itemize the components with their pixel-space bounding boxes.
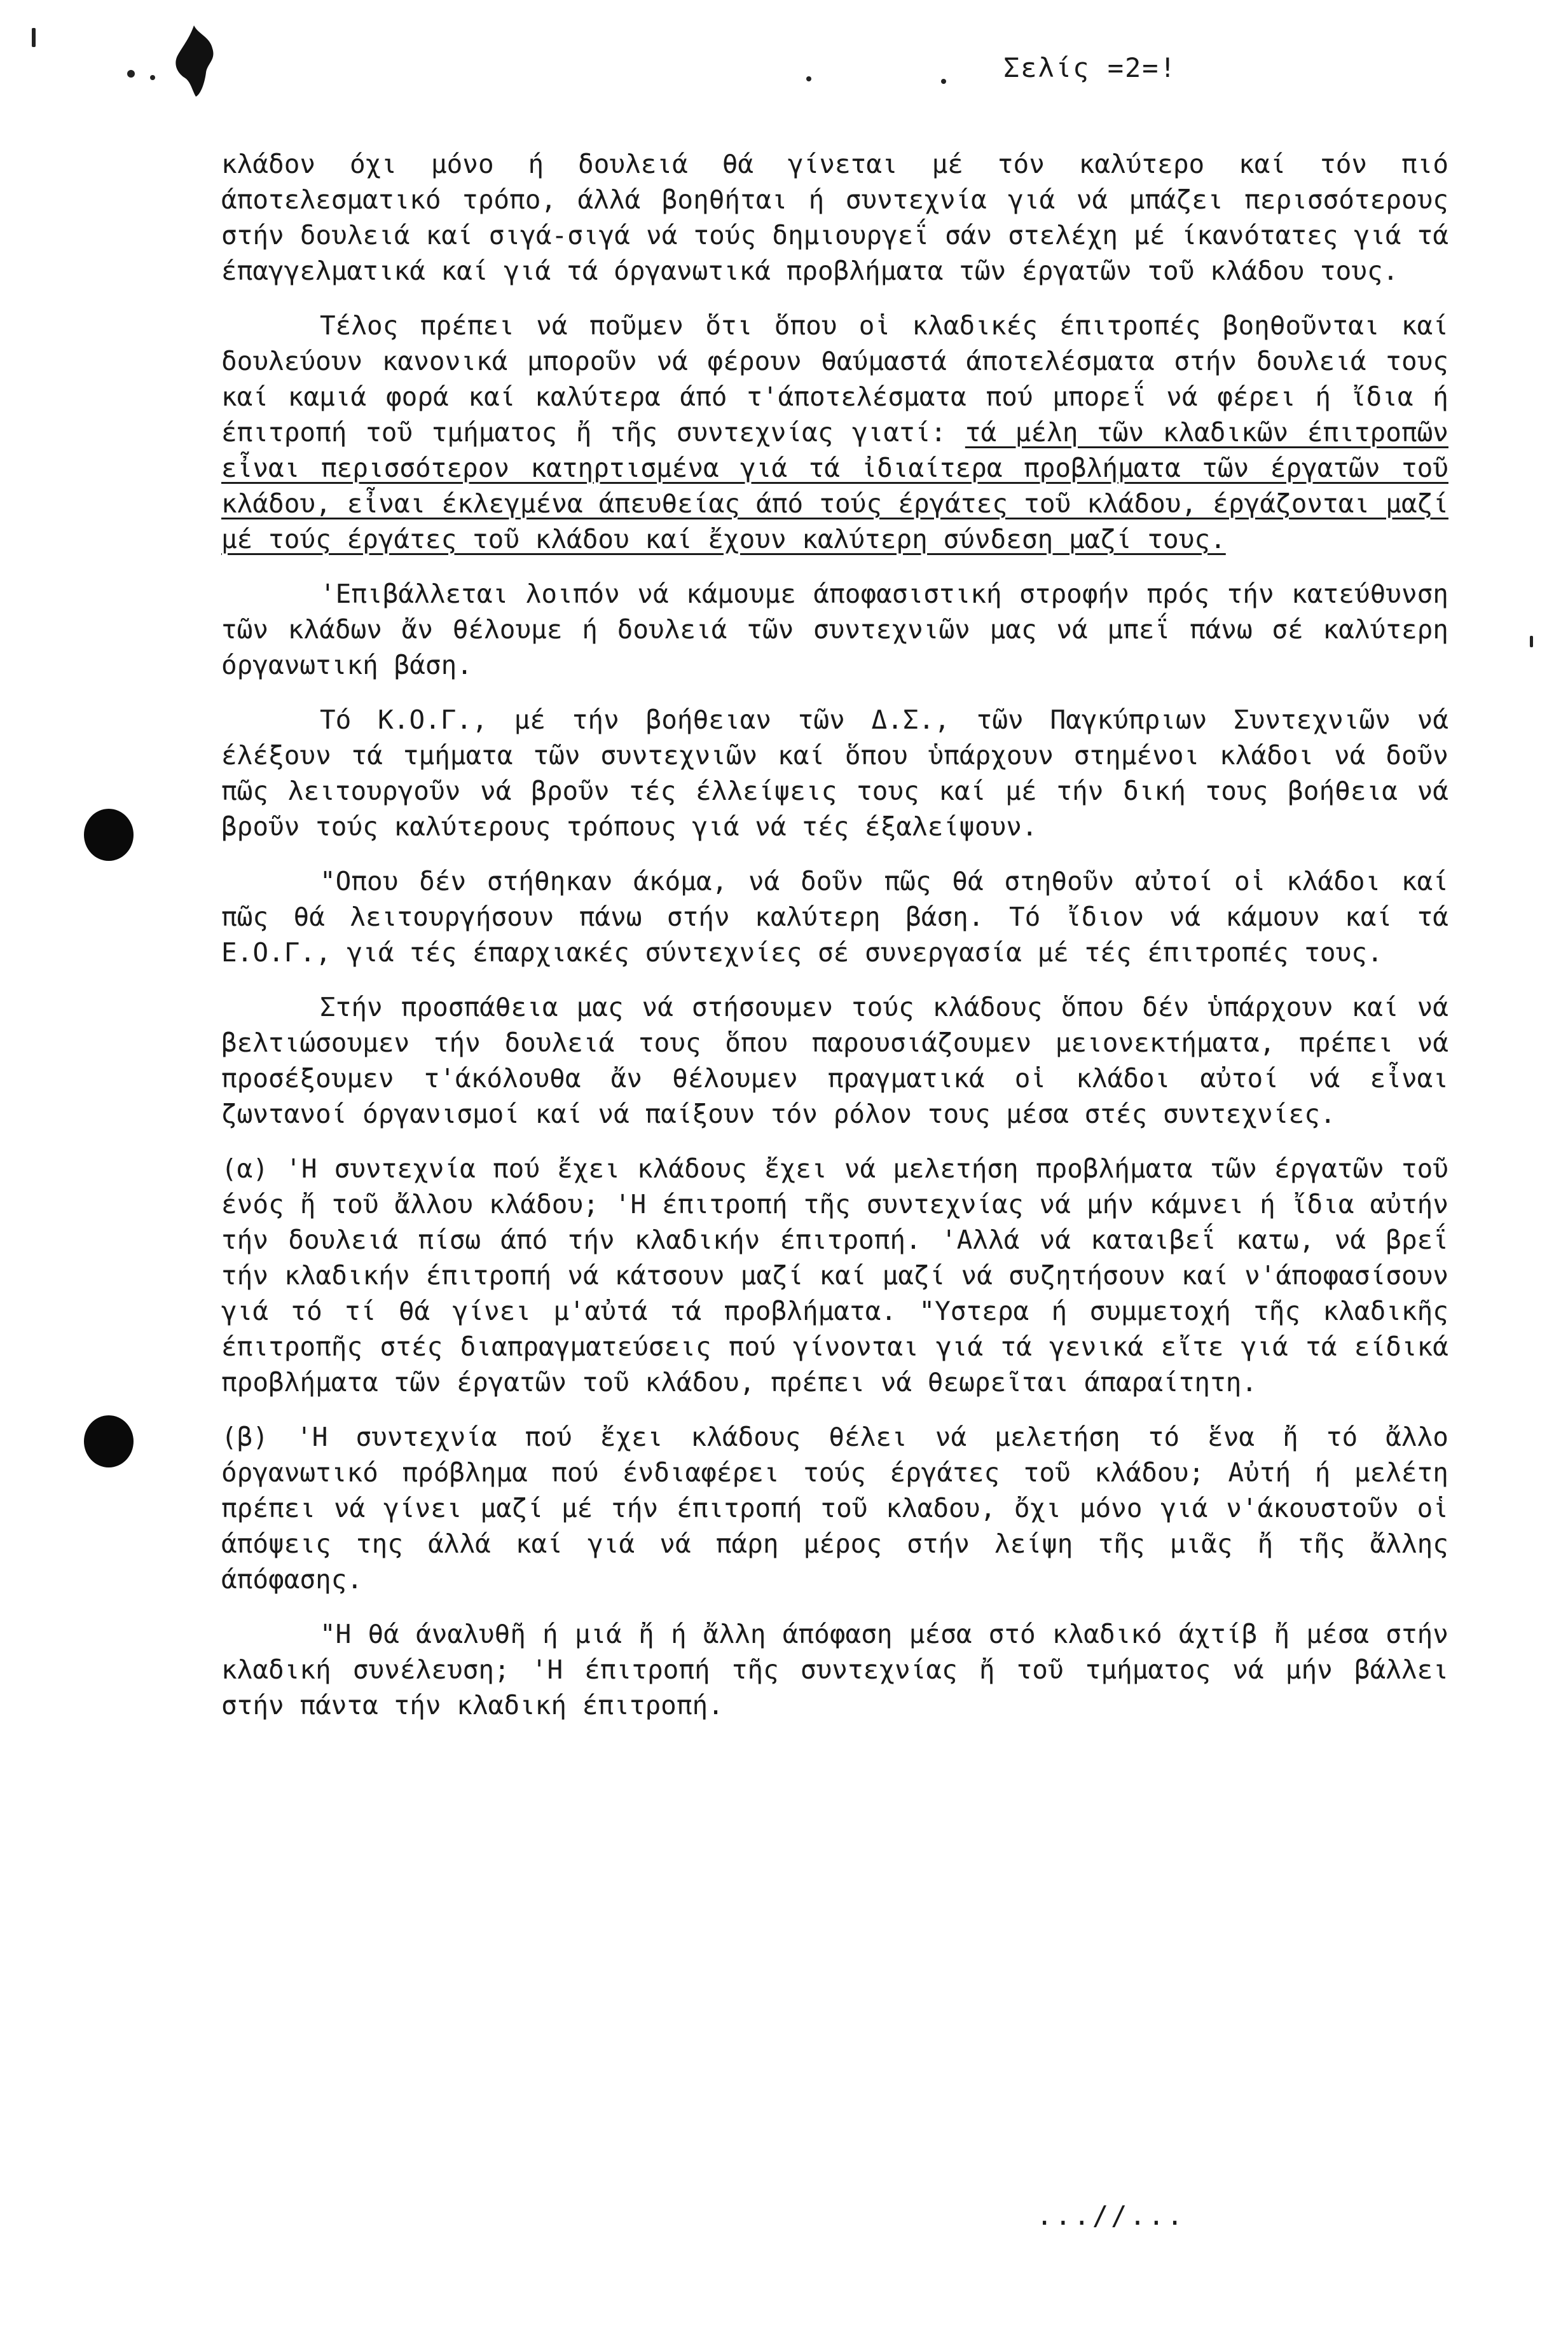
underlined-passage: τά μέλη τῶν κλαδικῶν έπιτροπῶν εἶναι περισσότερον κατηρτισμένα γιά τά ἰδιαίτερα προβλήματα τῶν έργατῶν τοῦ κλάδου, εἶναι έκλεγμένα άπευθείας άπό τούς έργάτες τοῦ κλάδου, έργάζονται μαζί μέ τούς έργάτες τοῦ κλάδου καί ἔχουν καλύτερη σύνδεση μαζί τους.	[221, 417, 1448, 554]
paragraph	[221, 308, 1448, 557]
paragraph: Στήν προσπάθεια μας νά στήσουμεν τούς κλάδους ὅπου δέν ὑπάρχουν καί νά βελτιώσουμεν τήν δουλειά τους ὅπου παρουσιάζουμεν μειονεκτήματα, πρέπει νά προσέξουμεν τ'άκόλουθα ἄν θέλουμεν πραγματικά οἱ κλάδοι αὐτοί νά εἶναι ζωντανοί όργανισμοί καί νά παίξουν τόν ρόλον τους μέσα στές συντεχνίες.	[221, 992, 1448, 1129]
list-item: (α) 'Η συντεχνία πού ἔχει κλάδους ἔχει νά μελετήση προβλήματα τῶν έργατῶν τοῦ ένός ἤ τοῦ ἄλλου κλάδου; 'Η έπιτροπή τῆς συντεχνίας νά μήν κάμνει ή ἴδια αὐτήν τήν δουλειά πίσω άπό τήν κλαδικήν έπιτροπή. 'Αλλά νά καταιβεΐ κατω, νά βρεΐ τήν κλαδικήν έπιτροπή νά κάτσουν μαζί καί μαζί νά συζητήσουν καί ν'άποφασίσουν γιά τό τί θά γίνει μ'αὐτά τά προβλήματα. "Υστερα ή συμμετοχή τῆς κλαδικῆς έπιτροπῆς στές διαπραγματεύσεις πού γίνονται γιά τά γενικά εἴτε γιά τά είδικά προβλήματα τῶν έργατῶν τοῦ κλάδου, πρέπει νά θεωρεῖται άπαραίτητη.	[221, 1153, 1448, 1398]
ink-blot-icon	[165, 23, 223, 99]
punch-hole-icon	[84, 1415, 134, 1467]
paragraph: "Οπου δέν στήθηκαν άκόμα, νά δοῦν πῶς θά στηθοῦν αὐτοί οἱ κλάδοι καί πῶς θά λειτουργήσουν πάνω στήν καλύτερη βάση. Τό ἴδιον νά κάμουν καί τά Ε.Ο.Γ., γιά τές έπαρχιακές σύντεχνίες σέ συνεργασία μέ τές έπιτροπές τους.	[221, 866, 1448, 968]
paragraph: Τό Κ.Ο.Γ., μέ τήν βοήθειαν τῶν Δ.Σ., τῶν Παγκύπριων Συντεχνιῶν νά έλέξουν τά τμήματα τῶν συντεχνιῶν καί ὅπου ὑπάρχουν στημένοι κλάδοι νά δοῦν πῶς λειτουργοῦν νά βροῦν τές έλλείψεις τους καί μέ τήν δική τους βοήθεια νά βροῦν τούς καλύτερους τρόπους γιά νά τές έξαλείψουν.	[221, 704, 1448, 842]
list-item: (β) 'Η συντεχνία πού ἔχει κλάδους θέλει νά μελετήση τό ἕνα ἤ τό ἄλλο όργανωτικό πρόβλημα πού ένδιαφέρει τούς έργάτες τοῦ κλάδου; Αὐτή ή μελέτη πρέπει νά γίνει μαζί μέ τήν έπιτροπή τοῦ κλαδου, ὄχι μόνο γιά ν'άκουστοῦν οἱ άπόψεις της άλλά καί γιά νά πάρη μέρος στήν λείψη τῆς μιᾶς ἤ τῆς ἄλλης άπόφασης.	[221, 1422, 1448, 1595]
continuation-mark: ...//...	[1036, 2200, 1186, 2231]
body-text	[221, 146, 1448, 1742]
paragraph: 'Επιβάλλεται λοιπόν νά κάμουμε άποφασιστική στροφήν πρός τήν κατεύθυνση τῶν κλάδων ἄν θέλουμε ή δουλειά τῶν συντεχνιῶν μας νά μπεΐ πάνω σέ καλύτερη όργανωτική βάση.	[221, 579, 1448, 680]
paragraph: κλάδον όχι μόνο ή δουλειά θά γίνεται μέ τόν καλύτερο καί τόν πιό άποτελεσματικό τρόπο, άλλά βοηθήται ή συντεχνία γιά νά μπάζει περισσότερους στήν δουλειά καί σιγά-σιγά νά τούς δημιουργεΐ σάν στελέχη μέ ίκανότατες γιά τά έπαγγελματικά καί γιά τά όργανωτικά προβλήματα τῶν έργατῶν τοῦ κλάδου τους.	[221, 149, 1448, 286]
punch-hole-icon	[84, 809, 134, 861]
paragraph-text: Τέλος πρέπει νά ποῦμεν ὅτι ὅπου οἱ κλαδικές έπιτροπές βοηθοῦνται καί δουλεύουν κανονικά μποροῦν νά φέρουν θαύμαστά άποτελέσματα στήν δουλειά τους καί καμιά φορά καί καλύτερα άπό τ'άποτελέσματα πού μπορεΐ νά φέρει ή ἴδια ή έπιτροπή τοῦ τμήματος ἤ τῆς συντεχνίας γιατί:	[221, 310, 1448, 448]
paragraph: "Η θά άναλυθῆ ή μιά ἤ ή ἄλλη άπόφαση μέσα στό κλαδικό άχτίβ ἤ μέσα στήν κλαδική συνέλευση; 'Η έπιτροπή τῆς συντεχνίας ἤ τοῦ τμήματος νά μήν βάλλει στήν πάντα τήν κλαδική έπιτροπή.	[221, 1619, 1448, 1721]
page-number: Σελίς =2=!	[1003, 52, 1177, 83]
